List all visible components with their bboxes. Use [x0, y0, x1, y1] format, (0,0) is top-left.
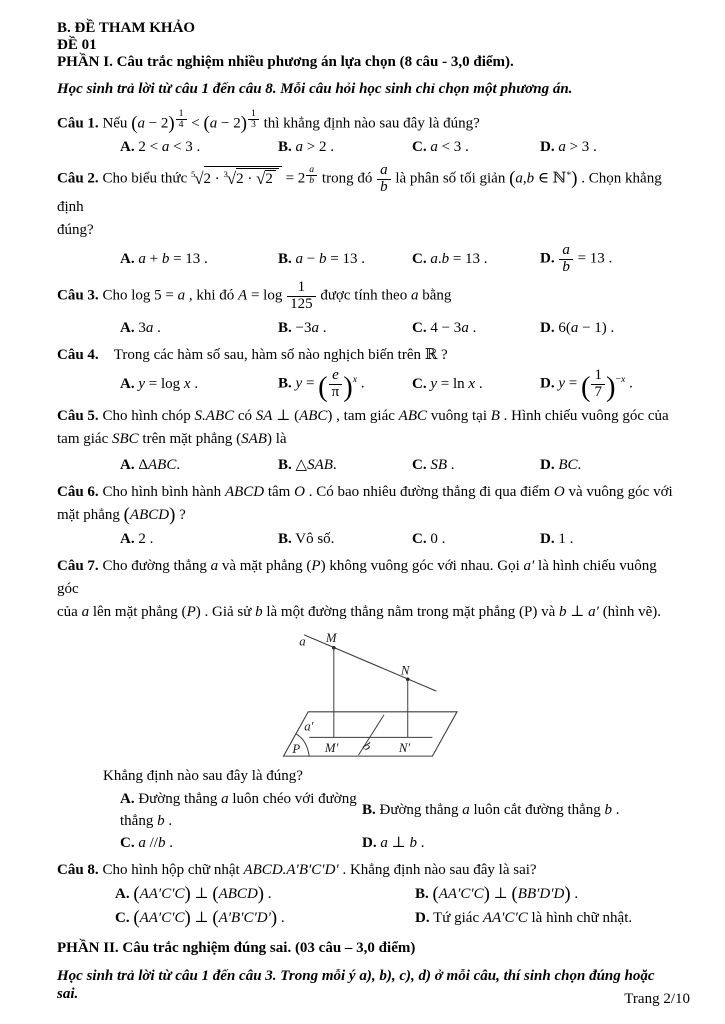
question-1-option-c: C. a < 3 . — [412, 139, 469, 156]
question-7-option-d: D. a ⊥ b . — [362, 835, 425, 852]
part1-heading: PHẦN I. Câu trắc nghiệm nhiều phương án lựa chọn (8 câu - 3,0 điểm). — [57, 54, 514, 70]
question-3-option-d: D. 6(a − 1) . — [540, 319, 615, 336]
label-M: M — [325, 631, 337, 646]
label-a: a — [299, 635, 306, 650]
question-5-option-a: A. ΔABC. — [120, 457, 181, 474]
question-6-option-c: C. 0 . — [412, 531, 446, 548]
question-5-stem: Câu 5. Cho hình chóp S.ABC có SA ⊥ (ABC) , tam giác ABC vuông tại B . Hình chiếu vuông góc của — [57, 408, 669, 425]
part1-instructions: Học sinh trả lời từ câu 1 đến câu 8. Mỗi câu hỏi học sinh chỉ chọn một phương án. — [57, 81, 573, 97]
question-1 — [57, 109, 677, 158]
projection-diagram — [280, 628, 500, 766]
exam-content — [57, 20, 677, 1003]
question-2-option-a: A. a + b = 13 . — [120, 251, 208, 268]
question-2-option-c: C. a.b = 13 . — [412, 251, 488, 268]
question-5 — [57, 405, 677, 476]
question-4-stem: Câu 4. Trong các hàm số sau, hàm số nào nghịch biến trên ℝ ? — [57, 346, 448, 363]
question-7-stem: Câu 7. Cho đường thẳng a và mặt phẳng (P) không vuông góc với nhau. Gọi a′ là hình chiếu vuông góc — [57, 558, 657, 598]
question-5-option-b: B. △SAB. — [278, 457, 337, 474]
question-6 — [57, 481, 677, 550]
question-7-stem-line2: của a lên mặt phẳng (P) . Giả sử b là một đường thẳng nằm trong mặt phẳng (P) và b ⊥ a′ (hình vẽ). — [57, 604, 662, 621]
question-3 — [57, 280, 677, 339]
label-P: P — [292, 742, 301, 757]
question-2-option-b: B. a − b = 13 . — [278, 251, 365, 268]
plane-P — [284, 712, 457, 756]
question-3-option-a: A. 3a . — [120, 319, 161, 336]
question-6-option-d: D. 1 . — [540, 531, 574, 548]
question-6-option-b: B. Vô số. — [278, 531, 335, 548]
question-7 — [57, 555, 677, 854]
question-8-option-a: A. (AA′C′C) ⊥ (ABCD) . — [115, 883, 272, 905]
question-7-option-b: B. Đường thẳng a luôn cắt đường thẳng b . — [362, 802, 620, 819]
label-N: N — [400, 663, 410, 678]
question-4 — [57, 344, 677, 404]
question-1-option-d: D. a > 3 . — [540, 139, 597, 156]
label-b: b — [359, 739, 375, 754]
question-1-option-a: A. 2 < a < 3 . — [120, 139, 201, 156]
question-5-option-d: D. BC. — [540, 457, 582, 474]
question-3-option-c: C. 4 − 3a . — [412, 319, 477, 336]
question-3-option-b: B. −3a . — [278, 319, 327, 336]
question-6-stem: Câu 6. Cho hình bình hành ABCD tâm O . Có bao nhiêu đường thẳng đi qua điểm O và vuông góc với — [57, 484, 673, 501]
question-7-figure — [280, 628, 500, 766]
question-6-stem-line2: mặt phẳng (ABCD) ? — [57, 504, 186, 526]
question-7-option-c: C. a //b . — [120, 835, 173, 852]
part2-instructions: Học sinh trả lời từ câu 1 đến câu 3. Trong mỗi ý a), b), c), d) ở mỗi câu, thí sinh chọn đúng hoặc sai. — [57, 968, 655, 1003]
question-4-option-d: D. y = ( $\frac{1}{7}$ )$^{-x}$ . — [540, 366, 633, 404]
line-a — [304, 635, 436, 691]
question-4-option-b: B. y = ( $\frac{e}{\pi}$ )$^x$ . — [278, 366, 365, 404]
question-4-option-c: C. y = ln x . — [412, 376, 483, 393]
question-7-options-row2 — [120, 832, 677, 854]
label-M-prime: M′ — [324, 741, 339, 756]
label-a-prime: a′ — [304, 719, 314, 734]
question-7-option-a: A. Đường thẳng a luôn chéo với đường thẳng b . — [120, 791, 357, 830]
question-4-options — [120, 366, 677, 404]
page-number: Trang 2/10 — [624, 991, 690, 1007]
question-5-stem-line2: tam giác SBC trên mặt phẳng (SAB) là — [57, 431, 287, 448]
question-8 — [57, 859, 677, 929]
question-1-stem: Câu 1. Nếu (a − 2) $^{\frac{1}{4}}$ < (a − 2) $^{\frac{1}{3}}$ thì khẳng định nào sau đây là đúng? — [57, 108, 480, 134]
question-3-options — [120, 317, 677, 339]
question-8-options-row2 — [115, 907, 677, 929]
question-2-stem: Câu 2. Cho biểu thức $^5$√2 · $^3$√2 · √2 = 2 $^{\frac{a}{b}}$ trong đó $\frac{a}{b}$ là phân số tối giản (a,b ∈ ℕ*) . Chọn khẳng định — [57, 162, 662, 215]
question-8-options-row1 — [115, 883, 677, 905]
question-1-option-b: B. a > 2 . — [278, 139, 334, 156]
label-N-prime: N′ — [398, 741, 411, 756]
question-7-prompt: Khẳng định nào sau đây là đúng? — [103, 768, 303, 785]
question-2-options — [120, 243, 677, 276]
doc-title: B. ĐỀ THAM KHẢO — [57, 20, 196, 36]
question-3-stem: Câu 3. Cho log 5 = a , khi đó A = log $\frac{1}{125}$ được tính theo a bằng — [57, 279, 452, 313]
part2-heading: PHẦN II. Câu trắc nghiệm đúng sai. (03 câu – 3,0 điểm) — [57, 940, 416, 957]
question-5-option-c: C. SB . — [412, 457, 455, 474]
question-7-options-row1 — [120, 788, 677, 832]
question-4-option-a: A. y = log x . — [120, 376, 199, 393]
question-6-option-a: A. 2 . — [120, 531, 154, 548]
question-8-option-c: C. (AA′C′C) ⊥ (A′B′C′D′) . — [115, 907, 285, 929]
question-8-option-b: B. (AA′C′C) ⊥ (BB′D′D) . — [415, 883, 579, 905]
question-6-options — [120, 528, 677, 550]
question-2-option-d: D. $\frac{a}{b}$ = 13 . — [540, 241, 613, 275]
question-5-options — [120, 454, 677, 476]
question-8-stem: Câu 8. Cho hình hộp chữ nhật ABCD.A′B′C′D′ . Khẳng định nào sau đây là sai? — [57, 862, 537, 879]
exam-code: ĐỀ 01 — [57, 37, 97, 53]
question-8-option-d: D. Tứ giác AA′C′C là hình chữ nhật. — [415, 910, 633, 927]
question-2 — [57, 163, 677, 275]
question-2-stem-line2: đúng? — [57, 221, 94, 238]
question-1-options — [120, 136, 677, 158]
